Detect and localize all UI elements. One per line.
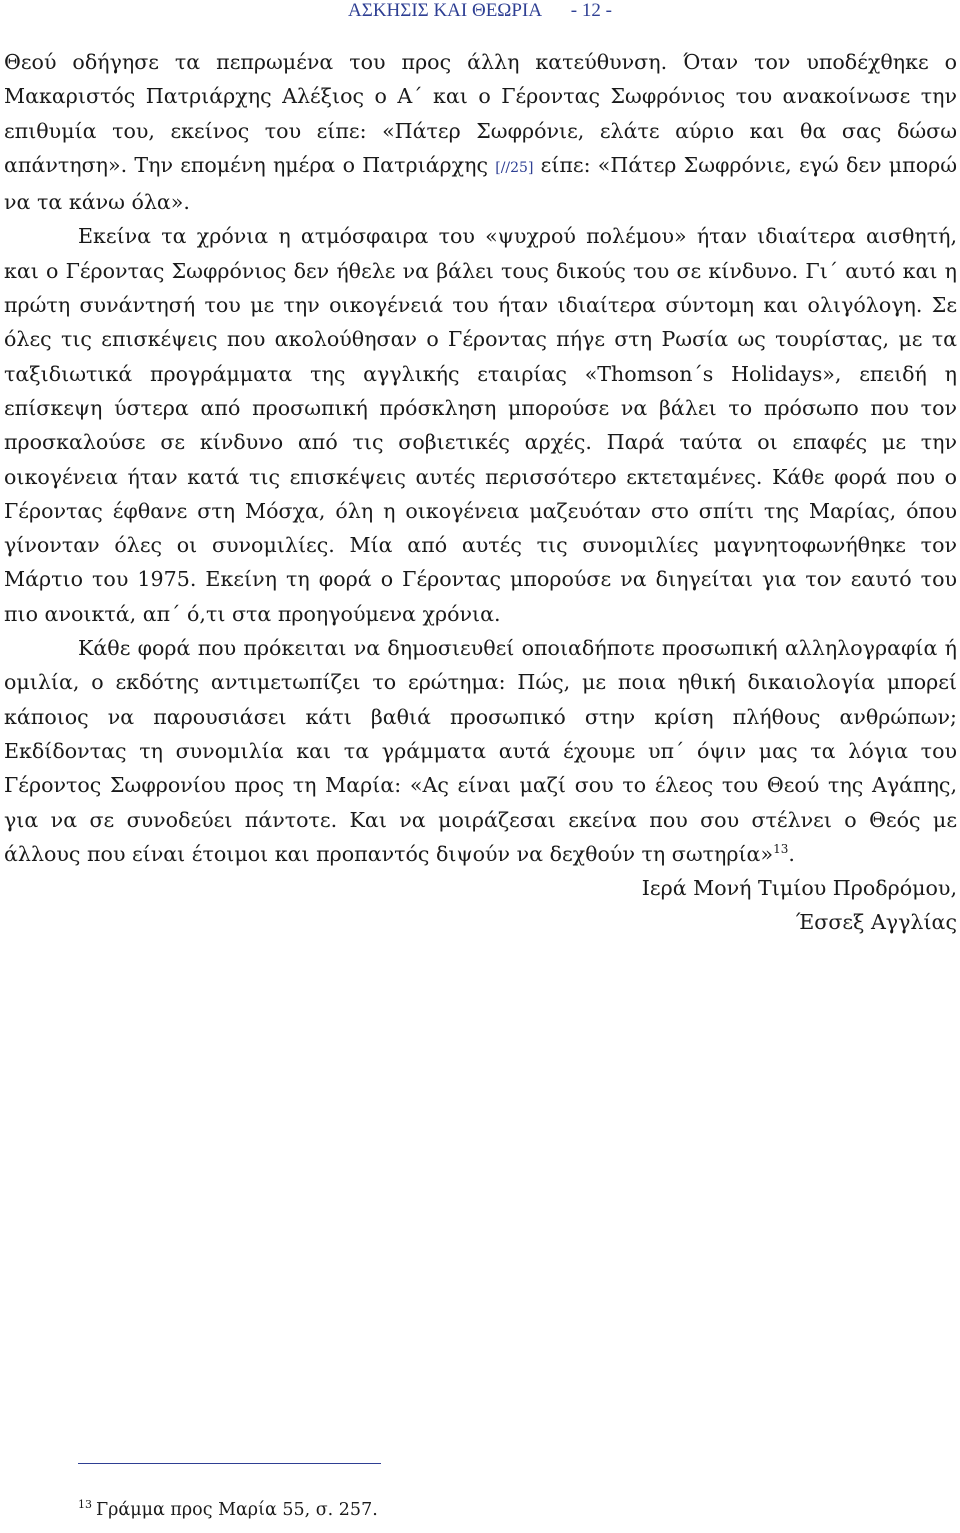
page-reference: [//25]	[495, 159, 534, 176]
running-title: ΑΣΚΗΣΙΣ ΚΑΙ ΘΕΩΡΙΑ	[348, 0, 543, 21]
footnote	[78, 1500, 378, 1520]
paragraph-1-text-b: είπε: «Πάτερ Σωφρόνιε, εγώ δεν μπορώ να τα κάνω όλα».	[4, 152, 957, 215]
paragraph-2: Εκείνα τα χρόνια η ατμόσφαιρα του «ψυχρού πολέμου» ήταν ιδιαίτερα αισθητή, και ο Γέροντας Σωφρόνιος δεν ήθελε να βάλει τους δικούς του σε κίνδυνο. Γι΄ αυτό και η πρώτη συνάντησή του με την οικογένειά του ήταν ιδιαίτερα σύντομη και ολιγόλογη. Σε όλες τις επισκέψεις που ακολούθησαν ο Γέροντας πήγε στη Ρωσία ως τουρίστας, με τα ταξιδιωτικά προγράμματα της αγγλικής εταιρίας «Thomson΄s Holidays», επειδή η επίσκεψη ύστερα από προσωπική πρόσκληση μπορούσε να βάλει το πρόσωπο που τον προσκαλούσε σε κίνδυνο από τις σοβιετικές αρχές. Παρά ταύτα οι επαφές με την οικογένεια ήταν κατά τις επισκέψεις αυτές περισσότερο εκτεταμένες. Κάθε φορά που ο Γέροντας έφθανε στη Μόσχα, όλη η οικογένεια μαζευόταν στο σπίτι της Μαρίας, όπου γίνονταν όλες οι συνομιλίες. Μία από αυτές τις συνομιλίες μαγνητοφωνήθηκε τον Μάρτιο του 1975. Εκείνη τη φορά ο Γέροντας μπορούσε να διηγείται για τον εαυτό του πιο ανοικτά, απ΄ ό,τι στα προηγούμενα χρόνια.	[4, 224, 957, 626]
paragraph-1-text-a: Θεού οδήγησε τα πεπρωμένα του προς άλλη κατεύθυνση. Όταν τον υποδέχθηκε ο Μακαριστός Πατριάρχης Αλέξιος ο Α΄ και ο Γέροντας Σωφρόνιος του ανακοίνωσε την επιθυμία του, εκείνος του είπε: «Πάτερ Σωφρόνιε, ελάτε αύριο και θα σας δώσω απάντηση». Την επομένη ημέρα ο Πατριάρχης	[4, 50, 957, 177]
paragraph-3-end: .	[788, 841, 795, 866]
page-number: - 12 -	[570, 0, 612, 21]
footnote-text: Γράμμα προς Μαρία 55, σ. 257.	[96, 1500, 378, 1520]
running-header	[0, 0, 960, 22]
paragraph-3	[4, 631, 957, 871]
signature-line-2: Έσσεξ Αγγλίας	[795, 910, 957, 935]
signature-block	[4, 871, 957, 940]
main-text	[4, 45, 957, 940]
signature-line-1: Ιερά Μονή Τιμίου Προδρόμου,	[641, 876, 957, 901]
footnote-number: 13	[78, 1498, 92, 1511]
footnote-marker: 13	[773, 841, 789, 856]
footnote-separator	[78, 1463, 381, 1464]
paragraph-1	[4, 45, 957, 219]
paragraph-3-text: Κάθε φορά που πρόκειται να δημοσιευθεί οποιαδήποτε προσωπική αλληλογραφία ή ομιλία, ο εκδότης αντιμετωπίζει το ερώτημα: Πώς, με ποια ηθική δικαιολογία μπορεί κάποιος να παρουσιάσει κάτι βαθιά προσωπικό στην κρίση πλήθους ανθρώπων; Εκδίδοντας τη συνομιλία και τα γράμματα αυτά έχουμε υπ΄ όψιν μας τα λόγια του Γέροντος Σωφρονίου προς τη Μαρία: «Ας είναι μαζί σου το έλεος του Θεού της Αγάπης, για να σε συνοδεύει πάντοτε. Και να μοιράζεσαι εκείνα που σου στέλνει ο Θεός με άλλους που είναι έτοιμοι και προπαντός διψούν να δεχθούν τη σωτηρία»	[4, 636, 957, 866]
